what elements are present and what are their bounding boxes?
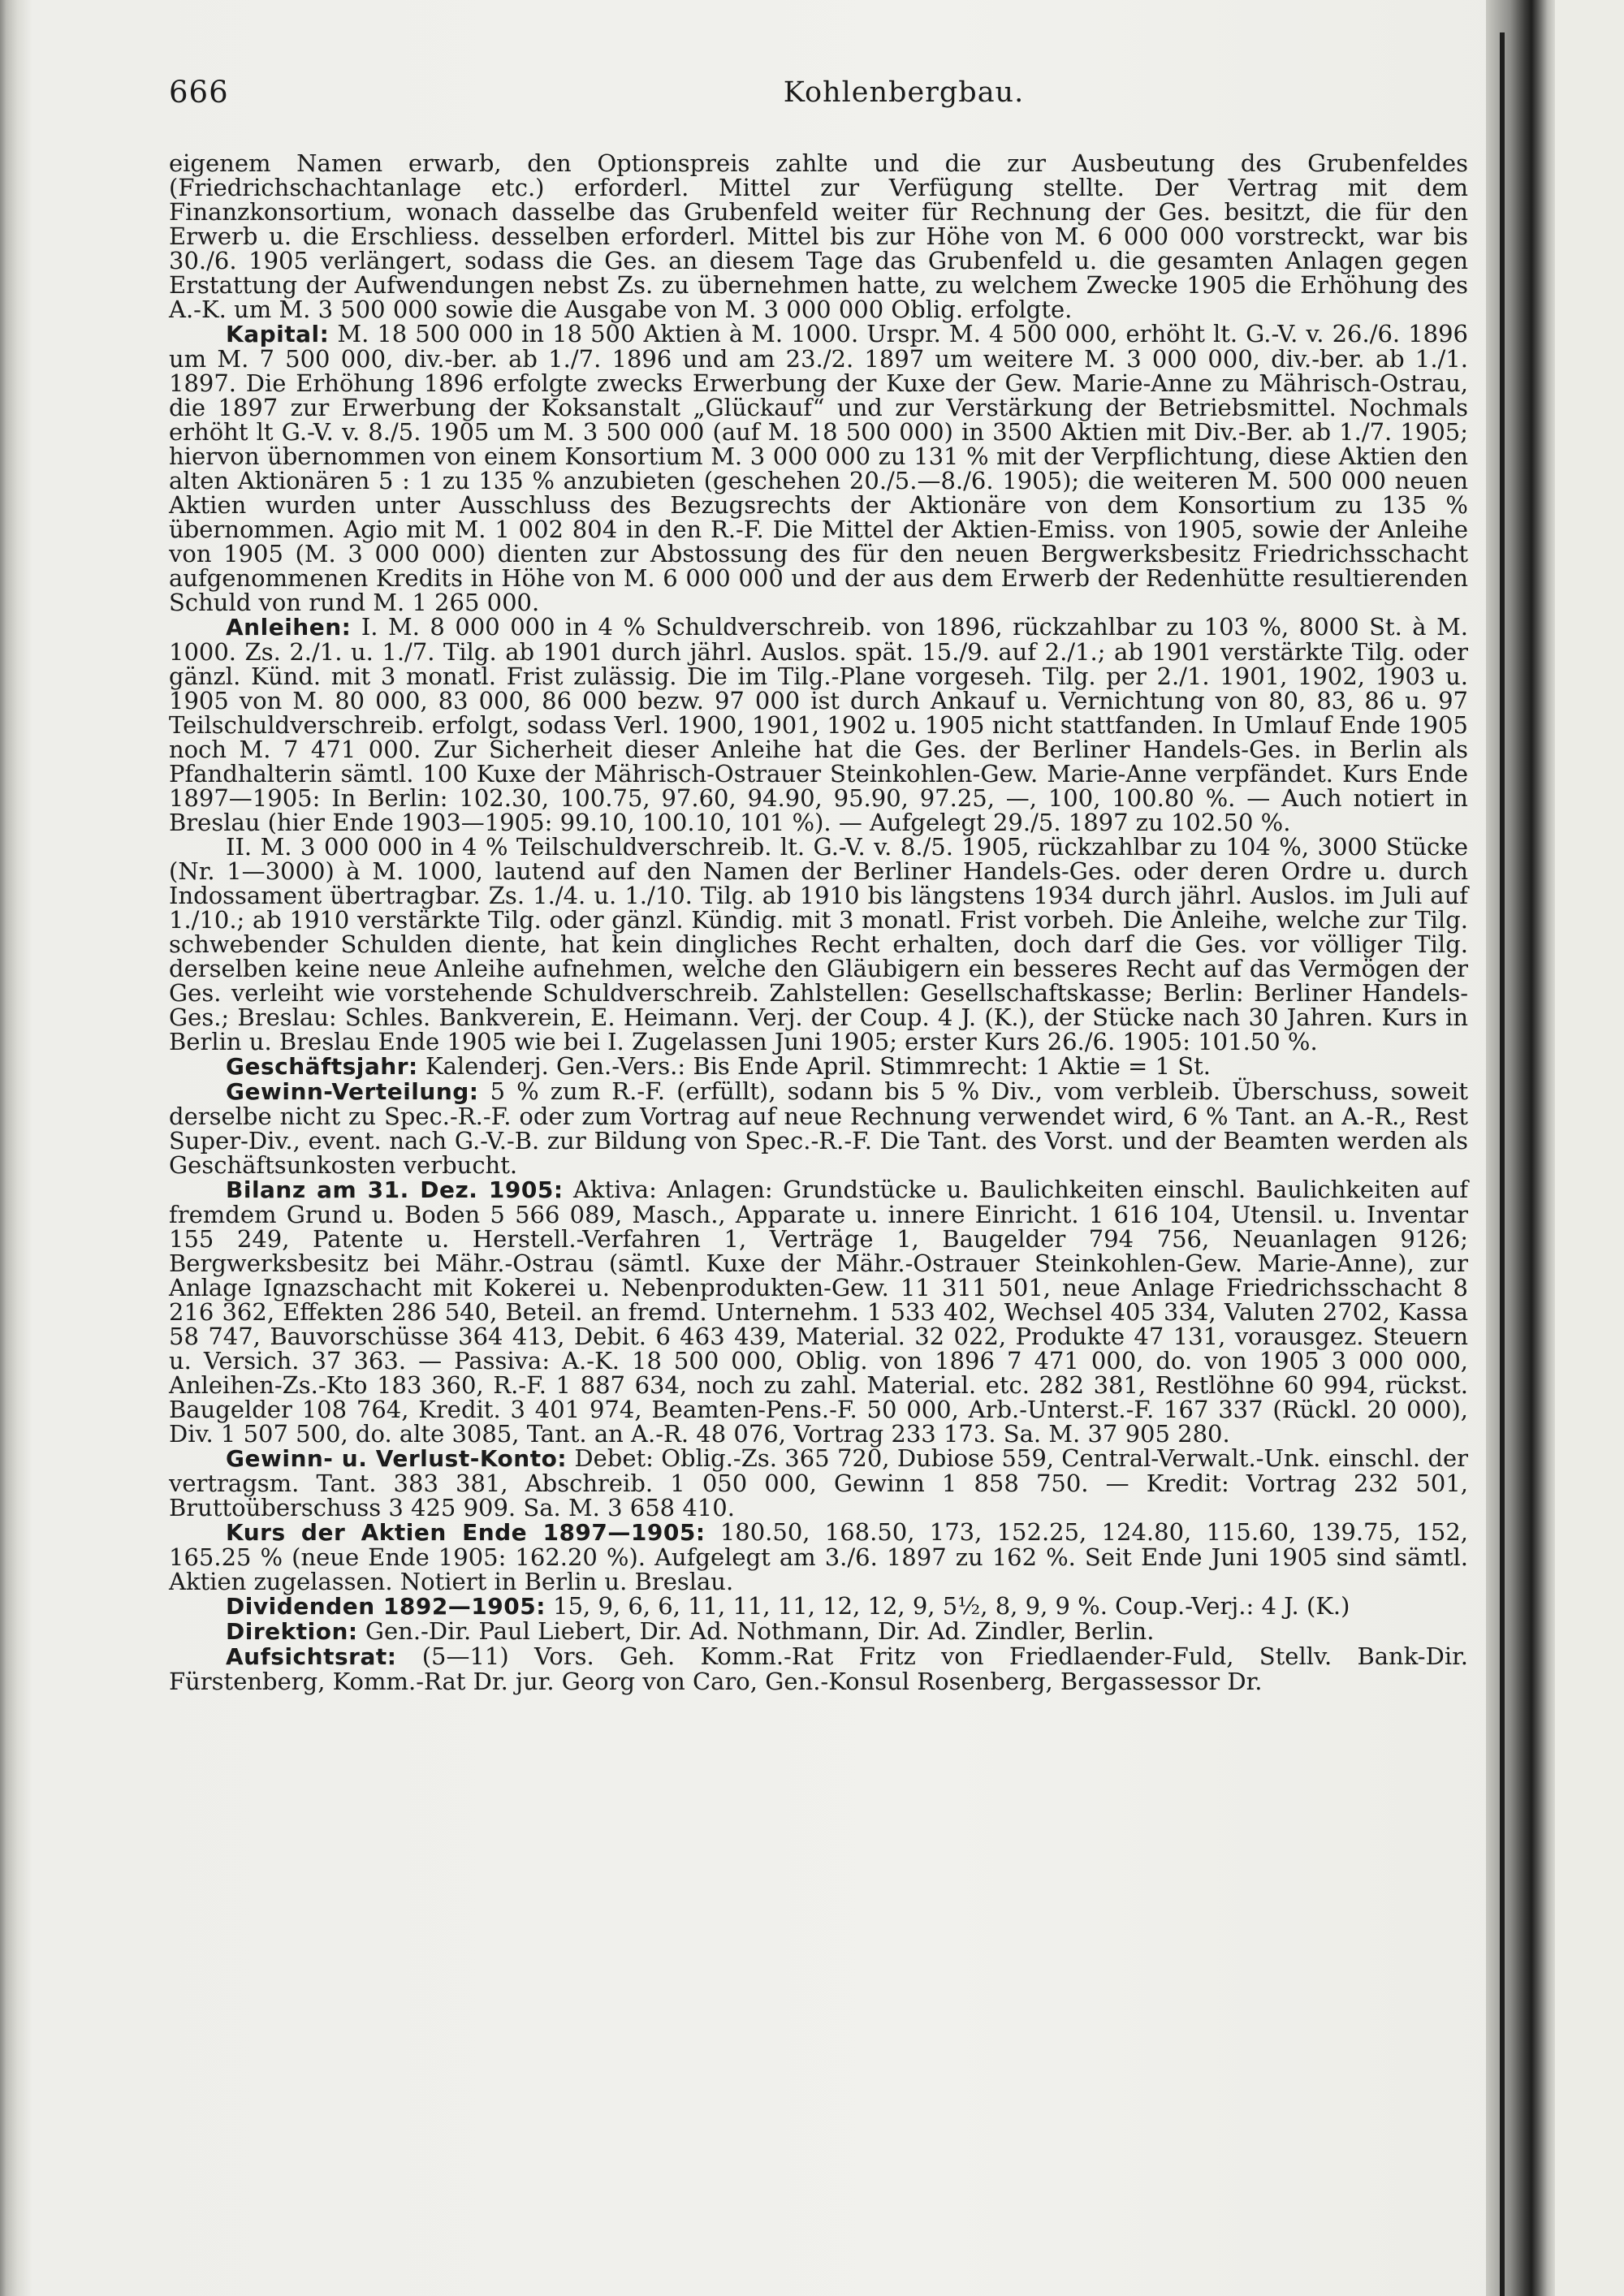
paragraph-text: 15, 9, 6, 6, 11, 11, 11, 12, 12, 9, 5½, 8, 9, 9 %. Coup.-Verj.: 4 J. (K.) (553, 1592, 1350, 1620)
paragraph-kurs-aktien (169, 1520, 1468, 1594)
section-heading-gewinn-verlust: Gewinn- u. Verlust-Konto: (226, 1445, 568, 1472)
paragraph-gewinn-verteilung (169, 1079, 1468, 1177)
section-heading-kurs-aktien: Kurs der Aktien Ende 1897—1905: (226, 1519, 706, 1546)
paragraph-intro (169, 151, 1468, 322)
paragraph-text: Kalenderj. Gen.-Vers.: Bis Ende April. Stimmrecht: 1 Aktie = 1 St. (425, 1052, 1211, 1080)
page-header (169, 75, 1468, 115)
page-right-edge-shadow (1486, 0, 1555, 2296)
page-number: 666 (169, 75, 229, 110)
paragraph-text: (5—11) Vors. Geh. Komm.-Rat Fritz von Friedlaender-Fuld, Stellv. Bank-Dir. Fürstenberg, Komm.-Rat Dr. jur. Georg von Caro, Gen.-Konsul Rosenberg, Bergassessor Dr. (169, 1642, 1469, 1695)
paragraph-text: Debet: Oblig.-Zs. 365 720, Dubiose 559, Central-Verwalt.-Unk. einschl. der vertragsm. Tant. 383 381, Abschreib. 1 050 000, Gewinn 1 858 750. — Kredit: Vortrag 232 501, Bruttoüberschuss 3 425 909. Sa. M. 3 658 410. (169, 1444, 1469, 1521)
page-body (169, 151, 1468, 1694)
section-heading-anleihen: Anleihen: (226, 614, 352, 641)
section-heading-kapital: Kapital: (226, 321, 330, 347)
paragraph-gewinn-verlust (169, 1446, 1468, 1520)
paragraph-text: Gen.-Dir. Paul Liebert, Dir. Ad. Nothmann, Dir. Ad. Zindler, Berlin. (365, 1617, 1155, 1645)
paragraph-direktion (169, 1619, 1468, 1644)
section-heading-aufsichtsrat: Aufsichtsrat: (226, 1643, 397, 1670)
paragraph-text: I. M. 8 000 000 in 4 % Schuldverschreib. von 1896, rückzahlbar zu 103 %, 8000 St. à M. 1000. Zs. 2./1. u. 1./7. Tilg. ab 1901 durch jährl. Auslos. spät. 15./9. auf 2./1.; ab 1901 verstärkte Tilg. oder gänzl. Künd. mit 3 monatl. Frist zulässig. Die im Tilg.-Plane vorgeseh. Tilg. per 2./1. 1901, 1902, 1903 u. 1905 von M. 80 000, 83 000, 86 000 bezw. 97 000 ist durch Ankauf u. Vernichtung von 80, 83, 86 u. 97 Teilschuldverschreib. erfolgt, sodass Verl. 1900, 1901, 1902 u. 1905 nicht stattfanden. In Umlauf Ende 1905 noch M. 7 471 000. Zur Sicherheit dieser Anleihe hat die Ges. der Berliner Handels-Ges. in Berlin als Pfandhalterin sämtl. 100 Kuxe der Mährisch-Ostrauer Steinkohlen-Gew. Marie-Anne verpfändet. Kurs Ende 1897—1905: In Berlin: 102.30, 100.75, 97.60, 94.90, 95.90, 97.25, —, 100, 100.80 %. — Auch notiert in Breslau (hier Ende 1903—1905: 99.10, 100.10, 101 %). — Aufgelegt 29./5. 1897 zu 102.50 %. (169, 613, 1468, 836)
paragraph-bilanz (169, 1177, 1468, 1446)
paragraph-kapital (169, 322, 1468, 615)
paragraph-anleihe-ii (169, 835, 1468, 1054)
paragraph-dividenden (169, 1594, 1468, 1619)
paragraph-text: M. 18 500 000 in 18 500 Aktien à M. 1000. Urspr. M. 4 500 000, erhöht lt. G.-V. v. 26./6. 1896 um M. 7 500 000, div.-ber. ab 1./7. 1896 und am 23./2. 1897 um weitere M. 3 000 000, div.-ber. ab 1./1. 1897. Die Erhöhung 1896 erfolgte zwecks Erwerbung der Kuxe der Gew. Marie-Anne zu Mährisch-Ostrau, die 1897 zur Erwerbung der Koksanstalt „Glückauf“ und zur Verstärkung der Betriebsmittel. Nochmals erhöht lt G.-V. v. 8./5. 1905 um M. 3 500 000 (auf M. 18 500 000) in 3500 Aktien mit Div.-Ber. ab 1./7. 1905; hiervon übernommen von einem Konsortium M. 3 000 000 zu 131 % mit der Verpflichtung, diese Aktien den alten Aktionären 5 : 1 zu 135 % anzubieten (geschehen 20./5.—8./6. 1905); die weiteren M. 500 000 neuen Aktien wurden unter Ausschluss des Bezugsrechts der Aktionäre von dem Konsortium zu 135 % übernommen. Agio mit M. 1 002 804 in den R.-F. Die Mittel der Aktien-Emiss. von 1905, sowie der Anleihe von 1905 (M. 3 000 000) dienten zur Abstossung des für den neuen Bergwerksbesitz Friedrichsschacht aufgenommenen Kredits in Höhe von M. 6 000 000 und der aus dem Erwerb der Redenhütte resultierenden Schuld von rund M. 1 265 000. (169, 320, 1468, 616)
section-heading-direktion: Direktion: (226, 1618, 358, 1645)
paragraph-text: Aktiva: Anlagen: Grundstücke u. Baulichkeiten einschl. Baulichkeiten auf fremdem Grund u. Boden 5 566 089, Masch., Apparate u. innere Einricht. 1 616 104, Utensil. u. Inventar 155 249, Patente u. Herstell.-Verfahren 1, Verträge 1, Baugelder 794 756, Neuanlagen 9126; Bergwerksbesitz bei Mähr.-Ostrau (sämtl. Kuxe der Mähr.-Ostrauer Steinkohlen-Gew. Marie-Anne), zur Anlage Ignazschacht mit Kokerei u. Nebenprodukten-Gew. 11 311 501, neue Anlage Friedrichsschacht 8 216 362, Effekten 286 540, Beteil. an fremd. Unternehm. 1 533 402, Wechsel 405 334, Valuten 2702, Kassa 58 747, Bauvorschüsse 364 413, Debit. 6 463 439, Material. 32 022, Produkte 47 131, vorausgez. Steuern u. Versich. 37 363. — Passiva: A.-K. 18 500 000, Oblig. von 1896 7 471 000, do. von 1905 3 000 000, Anleihen-Zs.-Kto 183 360, R.-F. 1 887 634, noch zu zahl. Material. etc. 282 381, Restlöhne 60 994, rückst. Baugelder 108 764, Kredit. 3 401 974, Beamten-Pens.-F. 50 000, Arb.-Unterst.-F. 167 337 (Rückl. 20 000), Div. 1 507 500, do. alte 3085, Tant. an A.-R. 48 076, Vortrag 233 173. Sa. M. 37 905 280. (169, 1176, 1468, 1448)
paragraph-aufsichtsrat (169, 1644, 1468, 1694)
paragraph-geschaeftsjahr (169, 1054, 1468, 1079)
section-heading-bilanz: Bilanz am 31. Dez. 1905: (226, 1176, 564, 1203)
paragraph-text: eigenem Namen erwarb, den Optionspreis zahlte und die zur Ausbeutung des Grubenfeldes (Friedrichschachtanlage etc.) erforderl. Mittel zur Verfügung stellte. Der Vertrag mit dem Finanzkonsortium, wonach dasselbe das Grubenfeld weiter für Rechnung der Ges. besitzt, die für den Erwerb u. die Erschliess. desselben erforderl. Mittel bis zur Höhe von M. 6 000 000 vorstreckt, war bis 30./6. 1905 verlängert, sodass die Ges. an diesem Tage das Grubenfeld u. die gesamten Anlagen gegen Erstattung der Aufwendungen nebst Zs. zu übernehmen hatte, zu welchem Zwecke 1905 die Erhöhung des A.-K. um M. 3 500 000 sowie die Ausgabe von M. 3 000 000 Oblig. erfolgte. (169, 149, 1468, 323)
paragraph-text: 5 % zum R.-F. (erfüllt), sodann bis 5 % Div., vom verbleib. Überschuss, soweit derselbe nicht zu Spec.-R.-F. oder zum Vortrag auf neue Rechnung verwendet wird, 6 % Tant. an A.-R., Rest Super-Div., event. nach G.-V.-B. zur Bildung von Spec.-R.-F. Die Tant. des Vorst. und der Beamten werden als Geschäftsunkosten verbucht. (169, 1077, 1469, 1179)
page-binding-edge (0, 0, 32, 2296)
running-title: Kohlenbergbau. (783, 76, 1025, 109)
paragraph-anleihen (169, 615, 1468, 835)
paragraph-text: II. M. 3 000 000 in 4 % Teilschuldverschreib. lt. G.-V. v. 8./5. 1905, rückzahlbar zu 104 %, 3000 Stücke (Nr. 1—3000) à M. 1000, lautend auf den Namen der Berliner Handels-Ges. oder deren Ordre u. durch Indossament übertragbar. Zs. 1./4. u. 1./10. Tilg. ab 1910 bis längstens 1934 durch jährl. Auslos. im Juli auf 1./10.; ab 1910 verstärkte Tilg. oder gänzl. Kündig. mit 3 monatl. Frist vorbeh. Die Anleihe, welche zur Tilg. schwebender Schulden diente, hat kein dingliches Recht erhalten, doch darf die Ges. vor völliger Tilg. derselben keine neue Anleihe aufnehmen, welche den Gläubigern ein besseres Recht auf das Vermögen der Ges. verleiht wie vorstehende Schuldverschreib. Zahlstellen: Gesellschaftskasse; Berlin: Berliner Handels-Ges.; Breslau: Schles. Bankverein, E. Heimann. Verj. der Coup. 4 J. (K.), der Stücke nach 30 Jahren. Kurs in Berlin u. Breslau Ende 1905 wie bei I. Zugelassen Juni 1905; erster Kurs 26./6. 1905: 101.50 %. (169, 833, 1468, 1055)
section-heading-gewinn-verteilung: Gewinn-Verteilung: (226, 1078, 479, 1105)
page-right-edge-line (1500, 32, 1505, 2296)
paragraph-text: 180.50, 168.50, 173, 152.25, 124.80, 115.60, 139.75, 152, 165.25 % (neue Ende 1905: 162.20 %). Aufgelegt am 3./6. 1897 zu 162 %. Seit Ende Juni 1905 sind sämtl. Aktien zugelassen. Notiert in Berlin u. Breslau. (169, 1518, 1469, 1595)
section-heading-geschaeftsjahr: Geschäftsjahr: (226, 1053, 418, 1080)
section-heading-dividenden: Dividenden 1892—1905: (226, 1593, 546, 1620)
